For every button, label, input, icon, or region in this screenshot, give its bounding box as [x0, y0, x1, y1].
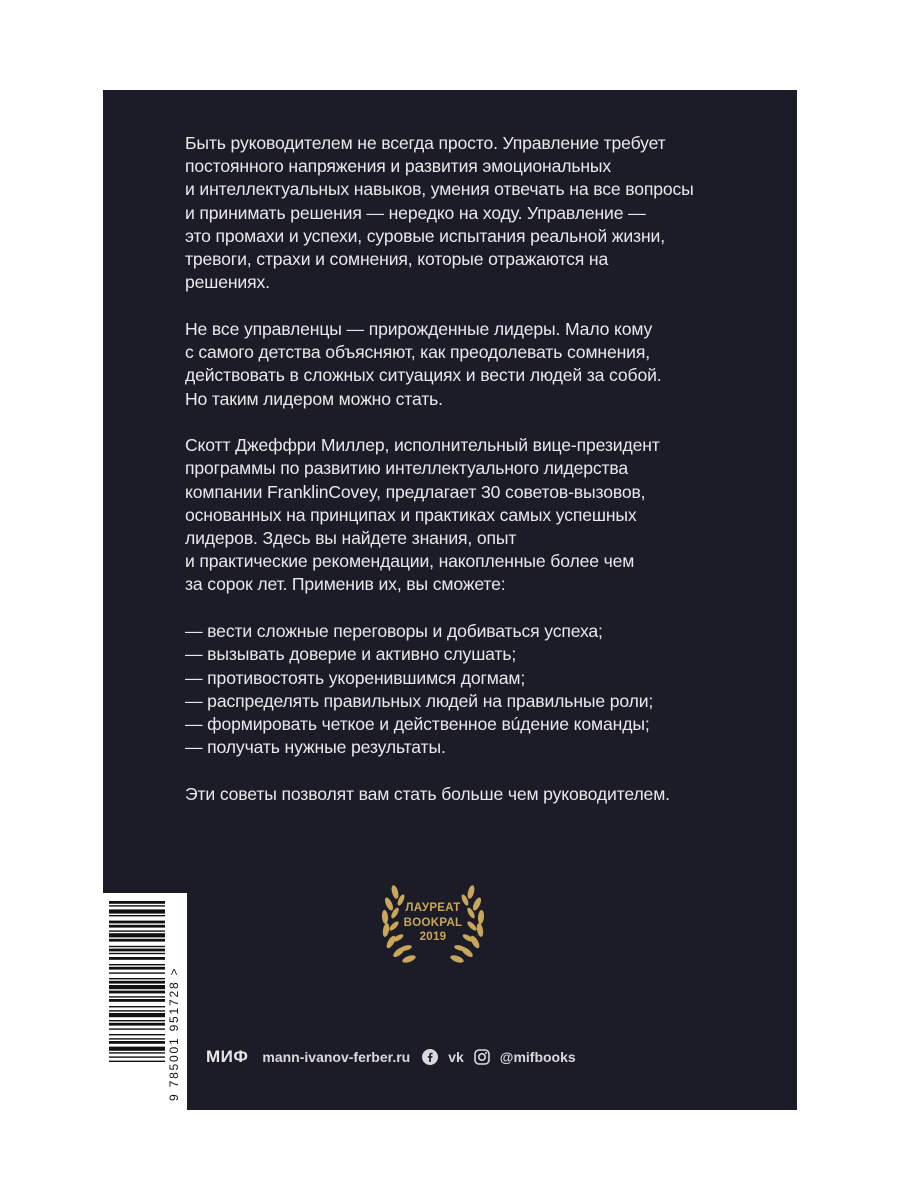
- barcode-bar: [109, 1061, 165, 1062]
- text-line: и интеллектуальных навыков, умения отвечать на все вопросы: [185, 179, 694, 200]
- list-item: — распределять правильных людей на правильные роли;: [185, 690, 654, 711]
- text-line: постоянного напряжения и развития эмоциональных: [185, 156, 612, 177]
- website-link[interactable]: mann-ivanov-ferber.ru: [262, 1049, 411, 1065]
- text-line: Скотт Джеффри Миллер, исполнительный вице-президент: [185, 435, 660, 456]
- paragraph-2: [185, 318, 745, 411]
- barcode-bar: [109, 985, 165, 989]
- isbn-barcode: [103, 893, 187, 1110]
- award-year: 2019: [419, 931, 447, 943]
- barcode-bar: [109, 1056, 165, 1057]
- text-line: Быть руководителем не всегда просто. Управление требует: [185, 133, 666, 153]
- barcode-bar: [109, 996, 165, 997]
- barcode-bar: [109, 925, 165, 928]
- barcode-bar: [109, 915, 165, 916]
- facebook-icon[interactable]: [422, 1049, 438, 1065]
- closing-line: [185, 783, 745, 806]
- award-badge: [375, 880, 491, 980]
- barcode-bar: [109, 1010, 165, 1011]
- text-line: и практические рекомендации, накопленные более чем: [185, 551, 635, 572]
- text-line: с самого детства объясняют, как преодолевать сомнения,: [185, 342, 650, 363]
- barcode-bar: [109, 953, 165, 954]
- barcode-bar: [109, 991, 165, 994]
- barcode-bar: [109, 964, 165, 965]
- text-line: и принимать решения — нередко на ходу. Управление —: [185, 202, 646, 223]
- instagram-icon[interactable]: [474, 1049, 490, 1065]
- text-line: Не все управленцы — прирожденные лидеры. Мало кому: [185, 318, 653, 339]
- barcode-bar: [109, 967, 165, 970]
- barcode-bar: [109, 1047, 165, 1051]
- barcode-digits: 9 785001 951728 >: [167, 966, 181, 1101]
- barcode-bar: [109, 957, 165, 960]
- text-line: решениях.: [185, 272, 270, 293]
- text-line: за сорок лет. Применив их, вы сможете:: [185, 574, 506, 595]
- text-line: действовать в сложных ситуациях и вести людей за собой.: [185, 365, 662, 386]
- award-name: BOOKPAL: [403, 916, 463, 929]
- text-line: Эти советы позволят вам стать больше чем руководителем.: [185, 783, 670, 804]
- list-item: — формировать четкое и действенное вúдение команды;: [185, 713, 650, 734]
- text-line: Но таким лидером можно стать.: [185, 388, 443, 409]
- barcode-bar: [109, 981, 165, 984]
- list-item: — противостоять укоренившимся догмам;: [185, 667, 526, 688]
- barcode-bar: [109, 1013, 165, 1017]
- barcode-bar: [109, 921, 165, 924]
- text-line: основанных на принципах и практиках самых успешных: [185, 504, 637, 525]
- paragraph-1: [185, 132, 745, 294]
- barcode-bar: [109, 905, 165, 906]
- text-line: тревоги, страхи и сомнения, которые отражаются на: [185, 249, 609, 270]
- social-handle[interactable]: @mifbooks: [499, 1049, 576, 1065]
- barcode-bar: [109, 1052, 165, 1053]
- paragraph-3: [185, 434, 745, 596]
- award-title: ЛАУРЕАТ: [405, 902, 461, 914]
- vk-label: vk: [448, 1049, 464, 1065]
- barcode-bar: [109, 930, 165, 931]
- description-text: [185, 132, 745, 830]
- list-item: — вести сложные переговоры и добиваться успеха;: [185, 621, 603, 642]
- text-line: это промахи и успехи, суровые испытания реальной жизни,: [185, 225, 665, 246]
- barcode-bar: [109, 999, 165, 1002]
- barcode-bar: [109, 1023, 165, 1026]
- barcode-bar: [109, 1028, 165, 1029]
- barcode-bar: [109, 1020, 165, 1021]
- list-item: — получать нужные результаты.: [185, 737, 446, 758]
- barcode-bar: [109, 949, 165, 952]
- barcode-bar: [109, 1038, 165, 1039]
- book-back-cover: [103, 90, 797, 1110]
- barcode-bar: [109, 933, 165, 937]
- vk-icon[interactable]: [448, 1049, 464, 1065]
- benefit-list: [185, 620, 745, 759]
- publisher-logo: МИФ: [206, 1047, 249, 1066]
- list-item: — вызывать доверие и активно слушать;: [185, 644, 517, 665]
- barcode-bar: [109, 972, 165, 973]
- publisher-footer: [206, 1045, 576, 1069]
- text-line: лидеров. Здесь вы найдете знания, опыт: [185, 528, 517, 549]
- barcode-bar: [109, 1034, 165, 1035]
- barcode-bar: [109, 939, 165, 942]
- barcode-bar: [109, 1006, 165, 1007]
- barcode-bar: [109, 909, 165, 913]
- award-label: [375, 901, 491, 945]
- barcode-bar: [109, 1041, 165, 1044]
- barcode-bar: [109, 946, 165, 947]
- barcode-bar: [109, 901, 165, 904]
- text-line: программы по развитию интеллектуального лидерства: [185, 458, 629, 479]
- text-line: компании FranklinCovey, предлагает 30 советов-вызовов,: [185, 481, 646, 502]
- barcode-bar: [109, 978, 165, 979]
